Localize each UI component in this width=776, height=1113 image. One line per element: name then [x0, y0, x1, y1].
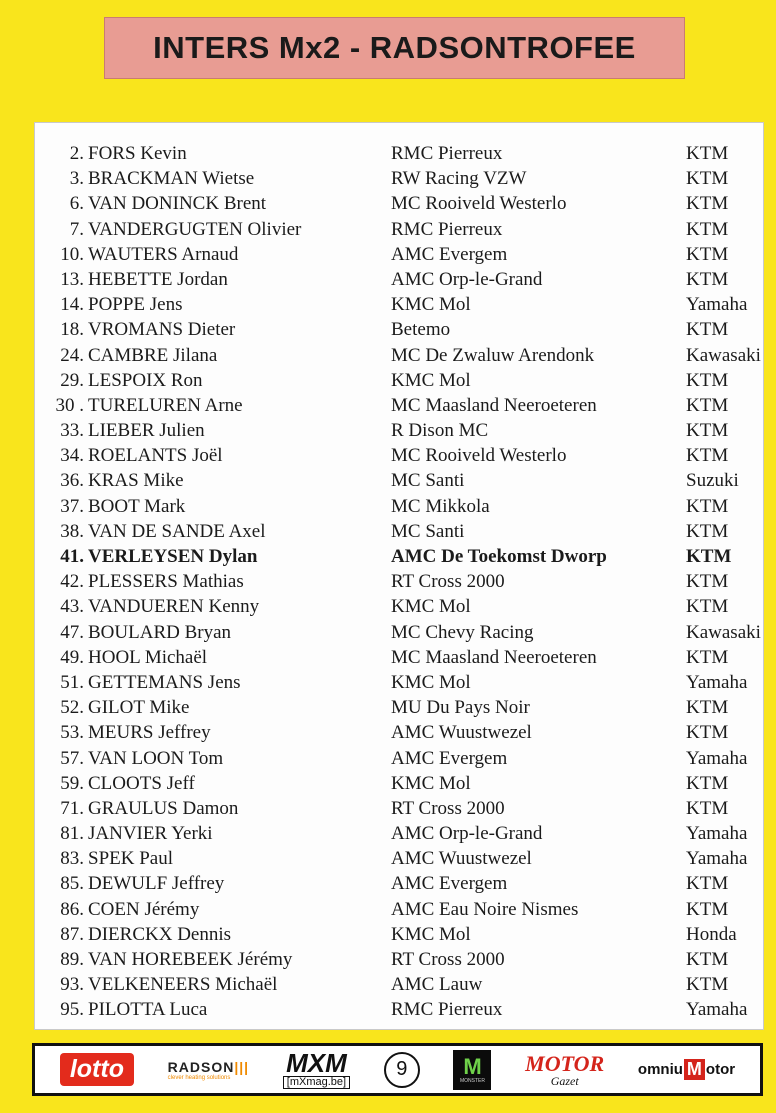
rider-name: GILOT Mike: [88, 697, 190, 719]
rider-name: GRAULUS Damon: [88, 797, 239, 819]
motor-logo-text: MOTOR: [525, 1050, 605, 1076]
rider-club: RT Cross 2000: [391, 797, 505, 819]
rider-number: 36.: [60, 470, 84, 492]
rider-row: [35, 569, 763, 594]
rider-row: [35, 267, 763, 292]
rider-brand: KTM: [686, 797, 729, 819]
rider-club: RT Cross 2000: [391, 571, 505, 593]
rider-name: DIERCKX Dennis: [88, 923, 232, 945]
rider-brand: KTM: [686, 772, 729, 794]
rider-row: [35, 494, 763, 519]
rider-brand: KTM: [686, 394, 729, 416]
page-title: INTERS Mx2 - RADSONTROFEE: [153, 30, 636, 65]
rider-name: WAUTERS Arnaud: [88, 243, 239, 265]
rider-number: 89.: [60, 949, 84, 970]
rider-club: KMC Mol: [391, 671, 471, 693]
rider-club: KMC Mol: [391, 772, 471, 794]
rider-club: AMC Orp-le-Grand: [391, 268, 543, 290]
rider-brand: KTM: [686, 697, 729, 719]
rider-number: 37.: [60, 495, 84, 517]
rider-brand: KTM: [686, 168, 729, 190]
rider-number: 83.: [60, 848, 84, 870]
lotto-logo: [60, 1053, 134, 1086]
sponsor-footer: [32, 1043, 763, 1096]
rider-row: [35, 242, 763, 267]
rider-brand: KTM: [686, 974, 729, 996]
rider-row: [35, 191, 763, 216]
rider-row: [35, 821, 763, 846]
rider-name: JANVIER Yerki: [88, 823, 213, 845]
omnium-logo-pre: omniu: [637, 1061, 683, 1078]
rider-row: [35, 871, 763, 896]
rider-club: AMC Wuustwezel: [391, 848, 532, 870]
rider-number: 34.: [60, 445, 84, 467]
omnium-logo-box: M: [684, 1059, 705, 1080]
rider-brand: KTM: [686, 218, 729, 240]
rider-club: RT Cross 2000: [391, 949, 505, 970]
rider-row: [35, 695, 763, 720]
rider-brand: Yamaha: [686, 823, 748, 845]
rider-brand: Kawasaki: [686, 344, 761, 366]
omnium-logo-post: otor: [705, 1061, 736, 1078]
rider-row: [35, 746, 763, 771]
page-number-text: 9: [396, 1058, 408, 1080]
rider-number: 57.: [60, 747, 84, 769]
radson-logo-text: RADSON|||: [167, 1058, 250, 1075]
rider-brand: KTM: [686, 495, 729, 517]
mxm-logo-text: MXM: [286, 1048, 347, 1078]
rider-brand: KTM: [686, 319, 729, 341]
rider-number: 51.: [60, 671, 84, 693]
rider-club: MC Chevy Racing: [391, 621, 534, 643]
rider-name: CAMBRE Jilana: [88, 344, 218, 366]
mxm-logo: [283, 1050, 350, 1089]
rider-row: [35, 217, 763, 242]
lotto-logo-text: lotto: [69, 1055, 124, 1083]
rider-brand: Honda: [686, 923, 737, 945]
rider-name: VERLEYSEN Dylan: [88, 546, 258, 567]
rider-club: MC Maasland Neeroeteren: [391, 646, 597, 668]
rider-number: 71.: [60, 797, 84, 819]
rider-brand: Kawasaki: [686, 621, 761, 643]
rider-brand: Yamaha: [686, 671, 748, 693]
rider-row: [35, 166, 763, 191]
omnium-motor-logo: [638, 1059, 735, 1080]
rider-name: KRAS Mike: [88, 470, 184, 492]
rider-row: [35, 771, 763, 796]
rider-name: MEURS Jeffrey: [88, 722, 211, 744]
rider-club: MC Rooiveld Westerlo: [391, 445, 567, 467]
rider-club: MC Maasland Neeroeteren: [391, 394, 597, 416]
rider-name: ROELANTS Joël: [88, 445, 223, 467]
rider-number: 59.: [60, 772, 84, 794]
rider-name: BRACKMAN Wietse: [88, 168, 255, 190]
rider-club: KMC Mol: [391, 596, 471, 618]
rider-number: 43.: [60, 596, 84, 618]
rider-number: 30 .: [55, 394, 84, 416]
radson-logo: [168, 1059, 249, 1081]
rider-name: VAN DONINCK Brent: [88, 193, 267, 215]
rider-number: 81.: [60, 823, 84, 845]
rider-number: 52.: [60, 697, 84, 719]
rider-club: AMC Eau Noire Nismes: [391, 898, 579, 920]
rider-number: 14.: [60, 294, 84, 316]
rider-number: 7.: [69, 218, 84, 240]
rider-name: PILOTTA Luca: [88, 999, 208, 1021]
rider-row: [35, 544, 763, 569]
rider-brand: KTM: [686, 722, 729, 744]
rider-name: VANDERGUGTEN Olivier: [88, 218, 302, 240]
rider-number: 47.: [60, 621, 84, 643]
rider-brand: Yamaha: [686, 294, 748, 316]
rider-club: KMC Mol: [391, 294, 471, 316]
rider-name: VANDUEREN Kenny: [88, 596, 260, 618]
rider-number: 87.: [60, 923, 84, 945]
rider-club: KMC Mol: [391, 369, 471, 391]
page-number: [384, 1052, 420, 1088]
mxm-logo-sub: [mXmag.be]: [283, 1076, 350, 1089]
rider-list: [35, 141, 763, 1023]
rider-row: [35, 141, 763, 166]
rider-list-panel: [34, 122, 764, 1030]
rider-club: RMC Pierreux: [391, 143, 503, 164]
rider-club: AMC Evergem: [391, 873, 508, 895]
rider-brand: KTM: [686, 646, 729, 668]
monster-claw-icon: M: [463, 1053, 482, 1079]
rider-row: [35, 468, 763, 493]
rider-club: MC Rooiveld Westerlo: [391, 193, 567, 215]
rider-row: [35, 972, 763, 997]
rider-number: 38.: [60, 520, 84, 542]
rider-brand: KTM: [686, 369, 729, 391]
rider-name: SPEK Paul: [88, 848, 173, 870]
rider-name: BOULARD Bryan: [88, 621, 232, 643]
rider-number: 18.: [60, 319, 84, 341]
rider-club: AMC Evergem: [391, 747, 508, 769]
rider-brand: Yamaha: [686, 999, 748, 1021]
rider-row: [35, 292, 763, 317]
motor-gazet-logo: [525, 1050, 605, 1088]
rider-name: VAN HOREBEEK Jérémy: [88, 949, 293, 970]
rider-brand: Suzuki: [686, 470, 739, 492]
rider-name: POPPE Jens: [88, 294, 183, 316]
rider-name: PLESSERS Mathias: [88, 571, 244, 593]
rider-club: MC Santi: [391, 470, 465, 492]
rider-brand: KTM: [686, 571, 729, 593]
rider-brand: KTM: [686, 546, 732, 567]
title-banner: [104, 17, 685, 79]
rider-number: 86.: [60, 898, 84, 920]
rider-brand: KTM: [686, 268, 729, 290]
rider-club: MC Santi: [391, 520, 465, 542]
rider-brand: Yamaha: [686, 848, 748, 870]
rider-row: [35, 645, 763, 670]
rider-brand: KTM: [686, 143, 729, 164]
rider-row: [35, 343, 763, 368]
rider-brand: KTM: [686, 873, 729, 895]
rider-name: LIEBER Julien: [88, 420, 205, 442]
rider-club: RMC Pierreux: [391, 999, 503, 1021]
rider-brand: KTM: [686, 898, 729, 920]
rider-name: VROMANS Dieter: [88, 319, 236, 341]
rider-row: [35, 720, 763, 745]
rider-brand: KTM: [686, 193, 729, 215]
rider-club: R Dison MC: [391, 420, 489, 442]
rider-brand: KTM: [686, 243, 729, 265]
rider-name: HEBETTE Jordan: [88, 268, 228, 290]
rider-club: RW Racing VZW: [391, 168, 527, 190]
rider-number: 10.: [60, 243, 84, 265]
rider-name: VAN LOON Tom: [88, 747, 224, 769]
rider-number: 41.: [60, 546, 84, 567]
rider-number: 2.: [69, 143, 84, 164]
rider-name: COEN Jérémy: [88, 898, 200, 920]
rider-row: [35, 620, 763, 645]
rider-number: 85.: [60, 873, 84, 895]
rider-row: [35, 947, 763, 972]
rider-brand: KTM: [686, 420, 729, 442]
rider-row: [35, 594, 763, 619]
rider-row: [35, 922, 763, 947]
rider-name: VAN DE SANDE Axel: [88, 520, 266, 542]
rider-row: [35, 393, 763, 418]
rider-name: LESPOIX Ron: [88, 369, 203, 391]
rider-name: FORS Kevin: [88, 143, 187, 164]
monster-logo-sub: MONSTER: [459, 1077, 485, 1084]
rider-brand: KTM: [686, 949, 729, 970]
rider-number: 6.: [69, 193, 84, 215]
rider-brand: KTM: [686, 520, 729, 542]
rider-row: [35, 418, 763, 443]
rider-number: 33.: [60, 420, 84, 442]
rider-number: 49.: [60, 646, 84, 668]
rider-club: RMC Pierreux: [391, 218, 503, 240]
rider-row: [35, 670, 763, 695]
rider-name: DEWULF Jeffrey: [88, 873, 225, 895]
rider-club: AMC Lauw: [391, 974, 483, 996]
rider-row: [35, 519, 763, 544]
rider-name: GETTEMANS Jens: [88, 671, 241, 693]
rider-club: AMC Evergem: [391, 243, 508, 265]
rider-row: [35, 368, 763, 393]
rider-row: [35, 997, 763, 1022]
rider-club: AMC Wuustwezel: [391, 722, 532, 744]
rider-club: Betemo: [391, 319, 451, 341]
monster-logo: [453, 1050, 491, 1090]
rider-club: MC De Zwaluw Arendonk: [391, 344, 595, 366]
rider-brand: Yamaha: [686, 747, 748, 769]
rider-name: BOOT Mark: [88, 495, 186, 517]
rider-number: 3.: [69, 168, 84, 190]
rider-club: MC Mikkola: [391, 495, 490, 517]
rider-number: 24.: [60, 344, 84, 366]
rider-row: [35, 897, 763, 922]
rider-row: [35, 796, 763, 821]
rider-number: 13.: [60, 268, 84, 290]
rider-row: [35, 443, 763, 468]
rider-brand: KTM: [686, 445, 729, 467]
rider-number: 29.: [60, 369, 84, 391]
rider-brand: KTM: [686, 596, 729, 618]
rider-row: [35, 846, 763, 871]
rider-number: 95.: [60, 999, 84, 1021]
rider-name: CLOOTS Jeff: [88, 772, 195, 794]
rider-number: 42.: [60, 571, 84, 593]
rider-name: HOOL Michaël: [88, 646, 208, 668]
rider-club: MU Du Pays Noir: [391, 697, 530, 719]
rider-name: VELKENEERS Michaël: [88, 974, 278, 996]
rider-club: AMC Orp-le-Grand: [391, 823, 543, 845]
rider-club: KMC Mol: [391, 923, 471, 945]
rider-row: [35, 317, 763, 342]
radson-logo-sub: clever heating solutions: [167, 1074, 231, 1081]
rider-number: 53.: [60, 722, 84, 744]
rider-name: TURELUREN Arne: [88, 394, 243, 416]
motor-logo-sub: Gazet: [550, 1073, 579, 1088]
rider-club: AMC De Toekomst Dworp: [391, 546, 607, 567]
rider-number: 93.: [60, 974, 84, 996]
